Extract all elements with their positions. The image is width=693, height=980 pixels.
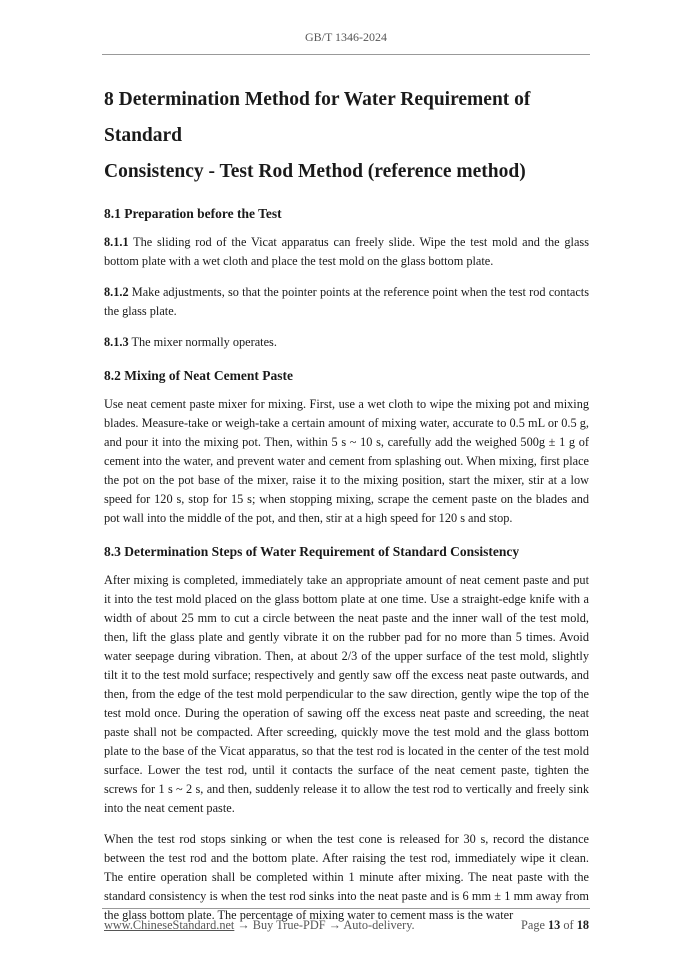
paragraph-8-3-a: After mixing is completed, immediately take an appropriate amount of neat cement paste and put it into the test mold placed on the glass bottom plate at one time. Use a straight-edge knife with a width of about 25 mm to cut a circle between the neat paste and the inner wall of the test mold, then, lift the glass plate and gently vibrate it on the rubber pad for no more than 5 times. Avoid water seepage during vibration. Then, at about 2/3 of the upper surface of the test mold, slightly tilt it to the test mold surface; respectively and gently saw off the excess neat paste outwards, and then, from the edge of the test mold perpendicular to the saw direction, gently wipe the top of the test mold once. During the operation of sawing off the excess neat paste and screeding, the neat paste shall not be compacted. After screeding, quickly move the test mold and the glass bottom plate to the base of the Vicat apparatus, so that the test rod is located in the center of the test mold surface. Lower the test rod, until it contacts the surface of the neat cement paste, tighten the screws for 1 s ~ 2 s, and then, suddenly release it to allow the test rod to vertically and freely sink into the neat cement paste. xyxy=(104,573,589,815)
heading-8-2: 8.2 Mixing of Neat Cement Paste xyxy=(104,368,293,383)
clause-8-1-2: 8.1.2 Make adjustments, so that the pointer points at the reference point when the test rod contacts the glass plate. xyxy=(104,285,589,318)
document-body xyxy=(104,82,589,937)
page-total: 18 xyxy=(576,918,589,932)
page-header xyxy=(102,30,590,45)
section-title-line1: 8 Determination Method for Water Requirement of Standard xyxy=(104,89,531,146)
page-indicator: Page 13 of 18 xyxy=(521,918,589,932)
site-link[interactable]: www.ChineseStandard.net xyxy=(104,918,235,932)
heading-8-1: 8.1 Preparation before the Test xyxy=(104,206,282,221)
standard-id: GB/T 1346-2024 xyxy=(304,30,388,44)
section-title xyxy=(104,82,589,190)
footer-links xyxy=(104,918,415,933)
heading-8-3: 8.3 Determination Steps of Water Requirement of Standard Consistency xyxy=(104,544,520,559)
auto-delivery-text: Auto-delivery. xyxy=(343,918,415,932)
header-divider xyxy=(102,54,590,55)
section-title-line2: Consistency - Test Rod Method (reference method) xyxy=(104,161,526,182)
clause-8-1-3: 8.1.3 The mixer normally operates. xyxy=(104,335,277,349)
arrow-icon: → xyxy=(325,918,344,932)
page-footer xyxy=(104,918,589,933)
page-number: 13 xyxy=(548,918,561,932)
paragraph-8-3-b: When the test rod stops sinking or when the test cone is released for 30 s, record the distance between the test rod and the bottom plate. After raising the test rod, immediately wipe it clean. The entire operation shall be completed within 1 minute after mixing. The neat paste with the standard consistency is when the test rod sinks into the neat paste and is 6 mm ± 1 mm away from the glass bottom plate. The percentage of mixing water to cement mass is the water xyxy=(104,832,589,922)
paragraph-8-2: Use neat cement paste mixer for mixing. First, use a wet cloth to wipe the mixing pot and mixing blades. Measure-take or weigh-take a certain amount of mixing water, accurate to 0.5 mL or 0.5 g, and pour it into the mixing pot. Then, within 5 s ~ 10 s, carefully add the weighed 500g ± 1 g of cement into the water, and prevent water and cement from splashing out. When mixing, first place the pot on the pot base of the mixer, raise it to the mixing position, start the mixer, stir at a low speed for 120 s, stop for 15 s; when stopping mixing, scrape the cement paste on the blades and pot wall into the middle of the pot, and then, stir at a high speed for 120 s and stop. xyxy=(104,397,589,525)
footer-divider xyxy=(102,908,590,909)
clause-8-1-1: 8.1.1 The sliding rod of the Vicat apparatus can freely slide. Wipe the test mold and the glass bottom plate with a wet cloth and place the test mold on the glass bottom plate. xyxy=(104,235,589,268)
buy-pdf-text: Buy True-PDF xyxy=(252,918,326,932)
arrow-icon: → xyxy=(234,918,253,932)
